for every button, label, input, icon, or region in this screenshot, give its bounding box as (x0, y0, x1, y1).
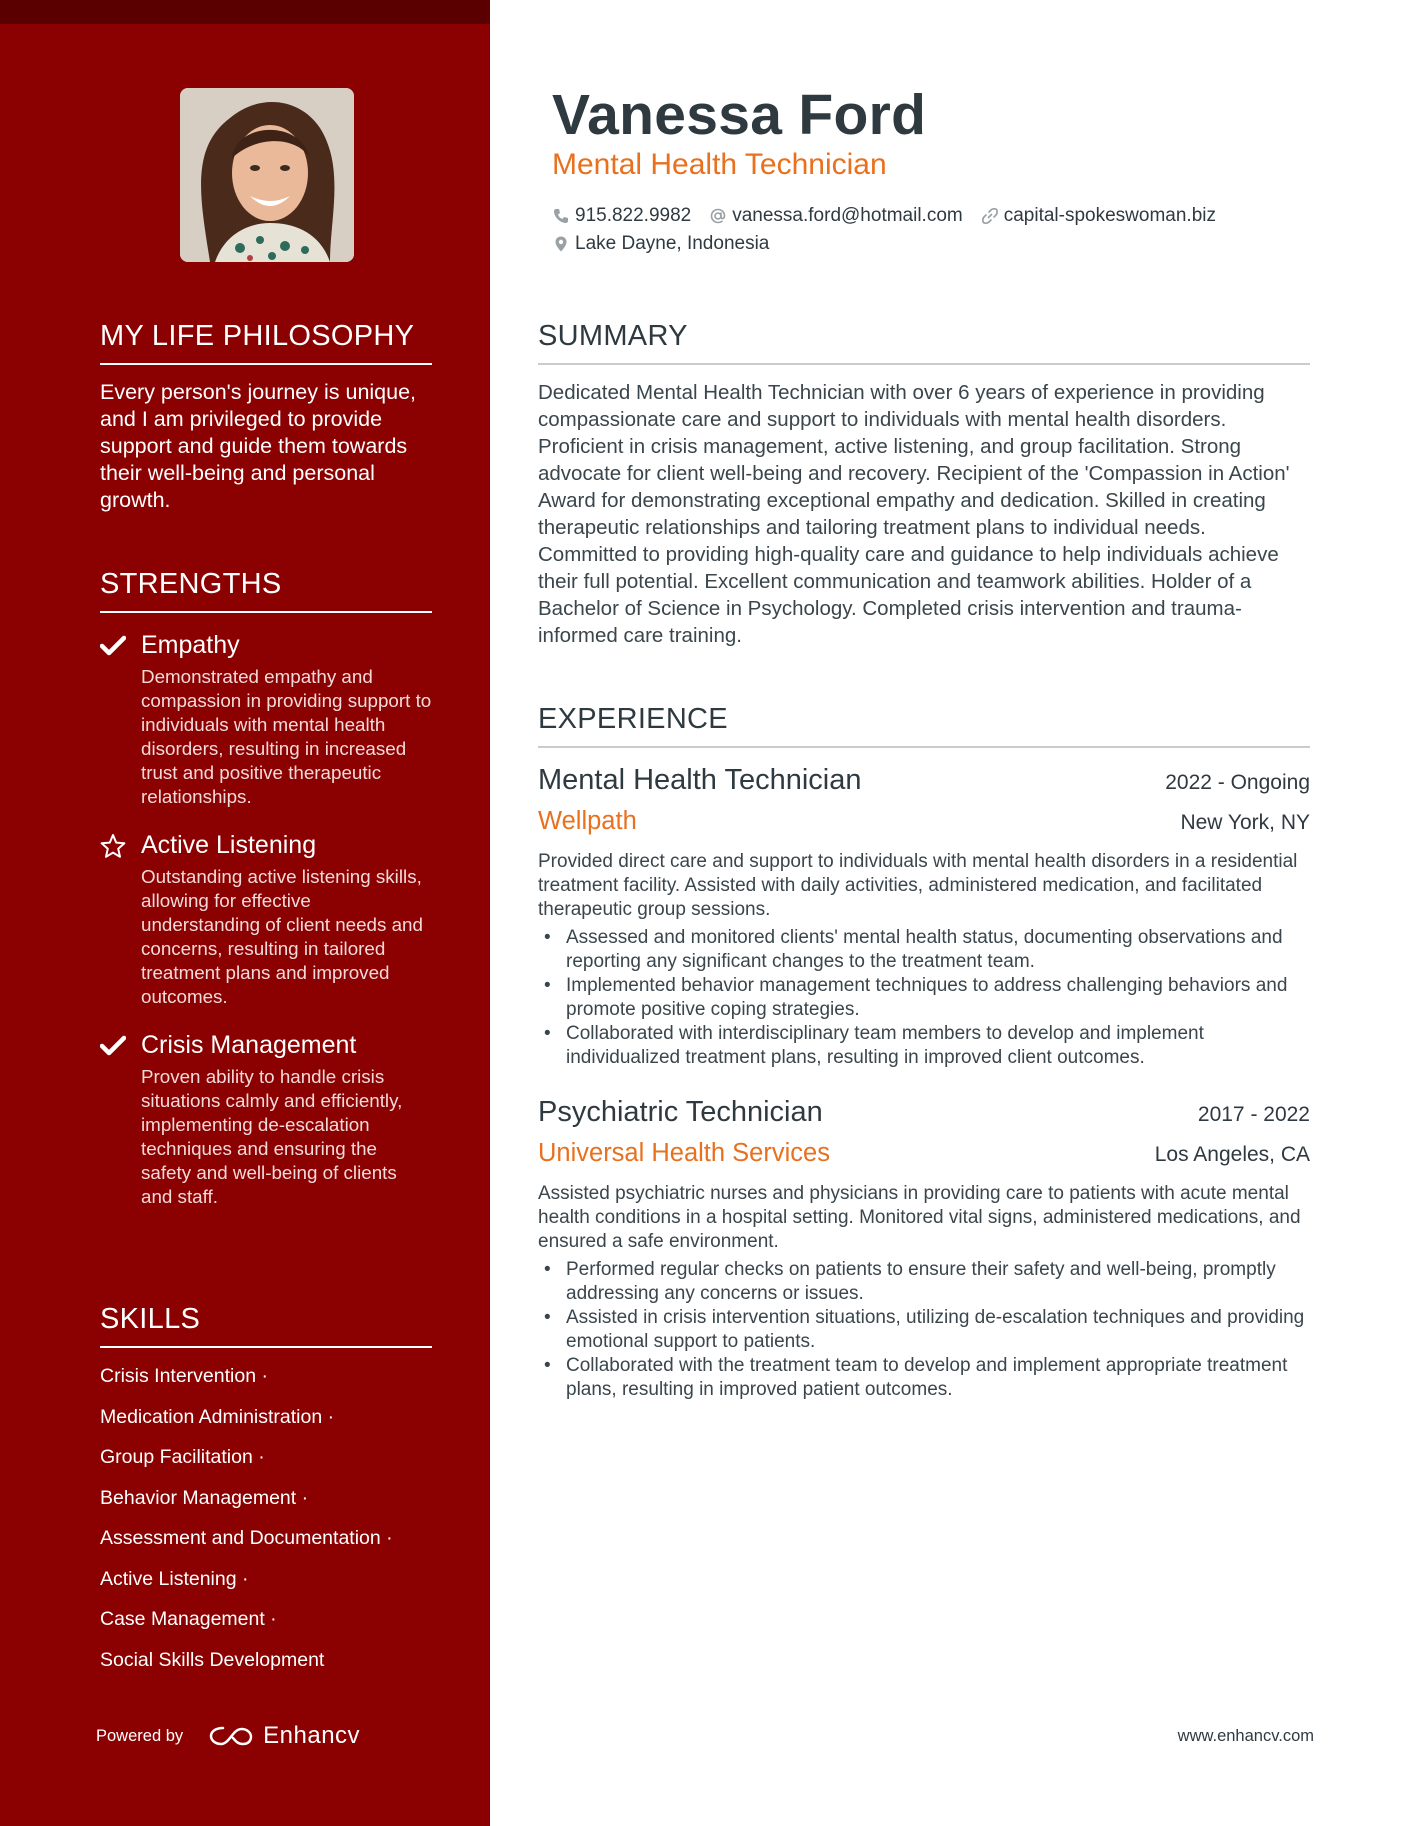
link-icon (981, 207, 999, 225)
experience-section (538, 703, 1310, 1402)
skill-item: Case Management · (100, 1608, 277, 1630)
sidebar (0, 0, 490, 1826)
contact-website-text: capital-spokeswoman.biz (1003, 205, 1216, 226)
contact-email[interactable] (709, 205, 963, 227)
philosophy-text: Every person's journey is unique, and I am privileged to provide support and guide them towards their well-being and personal growth. (100, 380, 417, 512)
philosophy-section (100, 320, 432, 514)
skills-section (100, 1303, 432, 1672)
strength-item (100, 629, 432, 809)
enhancv-logo-icon (209, 1724, 255, 1748)
enhancv-wordmark: Enhancv (263, 1722, 361, 1749)
contact-email-text: vanessa.ford@hotmail.com (732, 205, 963, 226)
skills-heading: SKILLS (100, 1303, 432, 1348)
job-title: Mental Health Technician (538, 764, 862, 796)
skill-item: Medication Administration · (100, 1405, 335, 1428)
skills-list (100, 1364, 432, 1672)
job-bullet: • Performed regular checks on patients to ensure their safety and well-being, promptly addressing any concerns or issues. (538, 1258, 1310, 1306)
phone-icon (552, 207, 570, 225)
summary-section (538, 320, 1310, 649)
philosophy-heading: MY LIFE PHILOSOPHY (100, 320, 432, 365)
summary-text: Dedicated Mental Health Technician with over 6 years of experience in providing compassionate care and support to individuals with mental health disorders. Proficient in crisis management, active listening, and group facilitation. Strong advocate for client well-being and recovery. Recipient of the 'Compassion in Action' Award for demonstrating exceptional empathy and dedication. Skilled in creating therapeutic relationships and tailoring treatment plans to individual needs. Committed to providing high-quality care and guidance to help individuals achieve their full potential. Excellent communication and teamwork abilities. Holder of a Bachelor of Science in Psychology. Completed crisis intervention and trauma-informed care training. (538, 381, 1290, 647)
strength-desc: Outstanding active listening skills, allowing for effective understanding of client needs and concerns, resulting in tailored treatment plans and improved outcomes. (141, 866, 423, 1007)
strength-desc: Demonstrated empathy and compassion in providing support to individuals with mental health disorders, resulting in increased trust and positive therapeutic relationships. (141, 666, 432, 807)
job-bullet: • Collaborated with interdisciplinary team members to develop and implement individualized treatment plans, resulting in improved client outcomes. (538, 1022, 1310, 1070)
check-icon (100, 1033, 126, 1059)
skill-item: Social Skills Development (100, 1648, 325, 1671)
profile-photo-illustration (180, 88, 354, 262)
skill-item: Assessment and Documentation · (100, 1527, 393, 1549)
strength-item (100, 829, 432, 1009)
job-entry (538, 764, 1310, 1070)
location-icon (552, 235, 570, 253)
contact-info (552, 202, 1312, 258)
strengths-heading: STRENGTHS (100, 568, 432, 613)
job-bullet: • Assisted in crisis intervention situations, utilizing de-escalation techniques and providing emotional support to patients. (538, 1306, 1310, 1354)
strength-title: Crisis Management (141, 1031, 357, 1059)
job-description: Provided direct care and support to individuals with mental health disorders in a residential treatment facility. Assisted with daily activities, administered medication, and facilitated therapeutic group sessions. (538, 851, 1298, 920)
job-description: Assisted psychiatric nurses and physicians in providing care to patients with acute mental health conditions in a hospital setting. Monitored vital signs, administered medications, and ensured a safe environment. (538, 1183, 1301, 1252)
job-dates: 2017 - 2022 (1197, 1103, 1310, 1126)
contact-phone[interactable] (552, 205, 691, 227)
contact-location-text: Lake Dayne, Indonesia (575, 233, 770, 254)
job-company: Wellpath (538, 807, 637, 835)
job-location: Los Angeles, CA (1154, 1143, 1310, 1166)
skill-item: Crisis Intervention · (100, 1365, 268, 1387)
job-company: Universal Health Services (538, 1139, 830, 1167)
candidate-name: Vanessa Ford (552, 83, 927, 147)
job-bullet: • Assessed and monitored clients' mental health status, documenting observations and reporting any significant changes to the treatment team. (538, 926, 1310, 974)
profile-photo (180, 88, 354, 262)
star-icon (100, 833, 126, 859)
contact-location (552, 233, 769, 255)
skill-item: Behavior Management · (100, 1486, 309, 1509)
sidebar-top-band (0, 0, 490, 24)
skill-item: Group Facilitation · (100, 1446, 265, 1468)
experience-heading: EXPERIENCE (538, 703, 1310, 748)
job-bullet: • Collaborated with the treatment team to develop and implement appropriate treatment plans, resulting in improved patient outcomes. (538, 1354, 1310, 1402)
summary-heading: SUMMARY (538, 320, 1310, 365)
check-icon (100, 633, 126, 659)
candidate-role: Mental Health Technician (552, 148, 887, 181)
strength-title: Active Listening (141, 831, 317, 859)
strengths-section (100, 568, 432, 1209)
job-bullet: • Implemented behavior management techniques to address challenging behaviors and promote positive coping strategies. (538, 974, 1310, 1022)
powered-by (96, 1722, 360, 1750)
job-bullets (538, 1258, 1310, 1402)
strength-title: Empathy (141, 631, 240, 659)
enhancv-logo[interactable] (209, 1722, 360, 1750)
at-icon (709, 207, 727, 225)
skill-item: Active Listening · (100, 1567, 249, 1590)
contact-phone-text: 915.822.9982 (575, 205, 692, 226)
strength-item (100, 1029, 432, 1209)
job-dates: 2022 - Ongoing (1165, 771, 1310, 794)
job-title: Psychiatric Technician (538, 1096, 823, 1128)
job-bullets (538, 926, 1310, 1070)
job-entry (538, 1096, 1310, 1402)
strength-desc: Proven ability to handle crisis situations calmly and efficiently, implementing de-escalation techniques and ensuring the safety and well-being of clients and staff. (141, 1066, 403, 1207)
footer-website-link[interactable]: www.enhancv.com (1177, 1727, 1314, 1745)
powered-by-label: Powered by (96, 1726, 184, 1745)
job-location: New York, NY (1180, 811, 1310, 834)
contact-website[interactable] (981, 205, 1216, 227)
